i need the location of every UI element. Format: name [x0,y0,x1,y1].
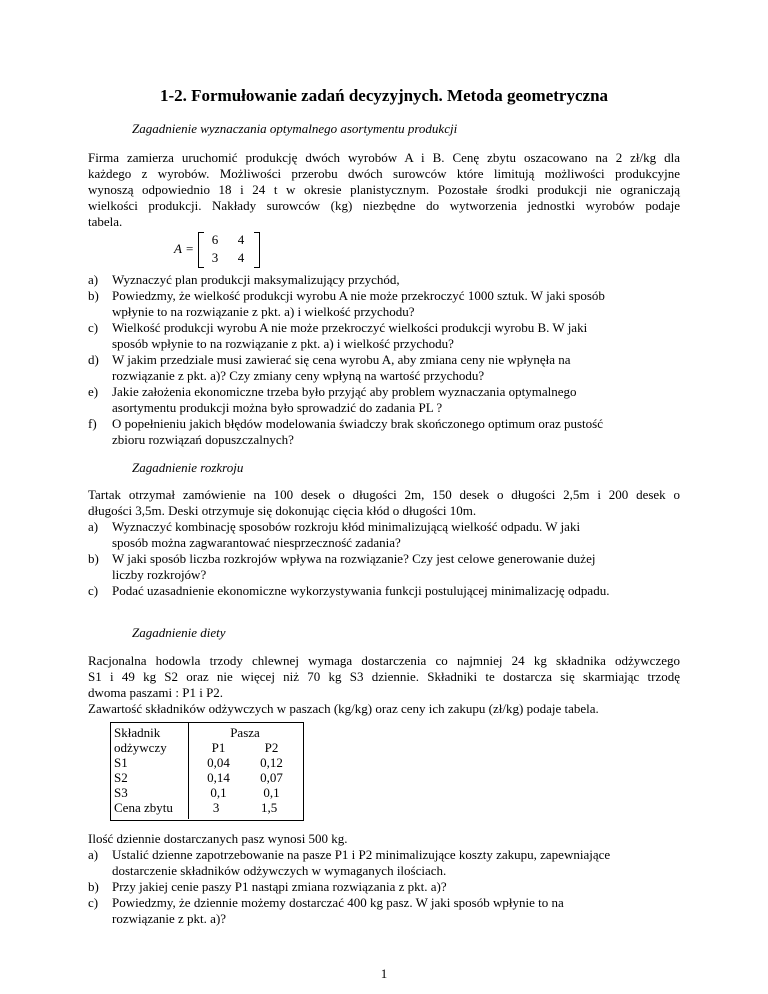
table-cell: P1 [211,740,226,755]
table-row [192,770,298,785]
intro-line: Racjonalna hodowla trzody chlewnej wymaga dostarczenia co najmniej 24 kg składnika odżywczego [88,653,680,668]
section-heading-assortment: Zagadnienie wyznaczania optymalnego asortymentu produkcji [132,121,458,136]
table-row-label: S3 [114,785,128,800]
matrix-left-bracket [198,232,204,268]
intro-line: S1 i 49 kg S2 oraz nie więcej niż 70 kg S3 dziennie. Składniki te dostarcza się skarmiając trzodę [88,669,680,684]
section-heading-diet: Zagadnienie diety [132,625,226,640]
intro-line: Zawartość składników odżywczych w paszach (kg/kg) oraz ceny ich zakupu (zł/kg) podaje tabela. [88,701,599,716]
table-header-cell: Składnik [114,725,161,740]
list-item: c) Powiedzmy, że dziennie możemy dostarczać 400 kg pasz. W jaki sposób wpłynie to na rozwiązanie z pkt. a)? [88,895,564,926]
page-title: 1-2. Formułowanie zadań decyzyjnych. Metoda geometryczna [159,86,609,105]
list-item: a) Wyznaczyć kombinację sposobów rozkroju kłód minimalizującą wielkość odpadu. W jaki sposób można zagwarantować niesprzeczność zadania? [88,519,581,550]
intro-line: tabela. [88,214,123,229]
matrix-label: A [174,241,182,256]
intro-line: dwoma paszami : P1 i P2. [88,685,224,700]
table-cell: 0,1 [210,785,227,800]
table-row-label: S1 [114,755,128,770]
table-row [192,740,298,755]
table-cell: 0,07 [260,770,283,785]
table-cell: 0,04 [207,755,230,770]
table-row [192,785,298,800]
table-cell: 0,1 [263,785,280,800]
matrix-cell: 4 [237,250,245,265]
intro-line: każdego z wyrobów. Możliwości przerobu dwóch surowców które limitują możliwości produkcyjne [88,166,680,181]
page-number: 1 [380,966,388,981]
table-row [192,800,298,815]
cutting-intro [88,487,680,519]
cutting-questions [88,519,680,599]
matrix-cell: 3 [211,250,219,265]
section-heading-cutting: Zagadnienie rozkroju [132,460,244,475]
matrix-a [174,230,274,270]
table-row [192,755,298,770]
intro-line: wynoszą odpowiednio 18 i 24 t w okresie planistycznym. Pozostałe środki produkcji nie ograniczają [88,182,680,197]
intro-line: wielkości produkcji. Nakłady surowców (kg) niezbędne do wytworzenia jednostki wyrobów podaje [88,198,680,213]
matrix-cell: 6 [211,232,219,247]
list-item: b) Przy jakiej cenie paszy P1 nastąpi zmiana rozwiązania z pkt. a)? [88,879,447,894]
matrix-equals: = [186,241,194,256]
intro-line: Tartak otrzymał zamówienie na 100 desek o długości 2m, 150 desek o długości 2,5m i 200 desek o [88,487,680,502]
table-cell: 1,5 [260,800,278,815]
list-item: c) Wielkość produkcji wyrobu A nie może przekroczyć wielkości produkcji wyrobu B. W jaki sposób wpłynie to na rozwiązanie z pkt. a) i wielkość przychodu? [88,320,588,351]
intro-line: długości 3,5m. Deski otrzymuje się dokonując cięcia kłód o długości 10m. [88,503,477,518]
table-cell: 0,12 [260,755,283,770]
nutrient-table-values [192,725,298,815]
table-cell: 3 [212,800,220,815]
list-item: f) O popełnieniu jakich błędów modelowania świadczy brak skończonego optimum oraz pustość zbioru rozwiązań dopuszczalnych? [88,416,603,447]
matrix-right-bracket [254,232,260,268]
diet-after-table: Ilość dziennie dostarczanych pasz wynosi 500 kg. [88,831,348,846]
diet-intro [88,653,680,717]
table-header-cell: Pasza [230,725,260,740]
table-header-cell: odżywczy [114,740,167,755]
list-item: d) W jakim przedziale musi zawierać się cena wyrobu A, aby zmiana ceny nie wpłynęła na rozwiązanie z pkt. a)? Czy zmiany ceny wpłyną na wartość przychodu? [88,352,571,383]
assortment-questions [88,272,680,448]
table-row-label: Cena zbytu [114,800,173,815]
list-item: a) Ustalić dzienne zapotrzebowanie na pasze P1 i P2 minimalizujące koszty zakupu, zapewniające dostarczenie składników odżywczych w wymaganych ilościach. [88,847,611,878]
list-item: a) Wyznaczyć plan produkcji maksymalizujący przychód, [88,272,400,287]
diet-questions [88,847,680,927]
intro-line: Firma zamierza uruchomić produkcję dwóch wyrobów A i B. Cenę zbytu oszacowano na 2 zł/kg dla [88,150,680,165]
table-cell: P2 [264,740,279,755]
assortment-intro [88,150,680,230]
nutrient-table-comp-column [114,725,173,815]
matrix-cell: 4 [237,232,245,247]
table-cell: 0,14 [207,770,230,785]
nutrient-table-divider [188,722,189,819]
list-item: c) Podać uzasadnienie ekonomiczne wykorzystywania funkcji postulującej minimalizację odpadu. [88,583,610,598]
list-item: e) Jakie założenia ekonomiczne trzeba było przyjąć aby problem wyznaczania optymalnego asortymentu produkcji można było sprowadzić do zadania PL ? [88,384,577,415]
list-item: b) W jaki sposób liczba rozkrojów wpływa na rozwiązanie? Czy jest celowe generowanie dużej liczby rozkrojów? [88,551,596,582]
list-item: b) Powiedzmy, że wielkość produkcji wyrobu A nie może przekroczyć 1000 sztuk. W jaki sposób wpłynie to na rozwiązanie z pkt. a) i wielkość przychodu? [88,288,605,319]
table-row-label: S2 [114,770,128,785]
